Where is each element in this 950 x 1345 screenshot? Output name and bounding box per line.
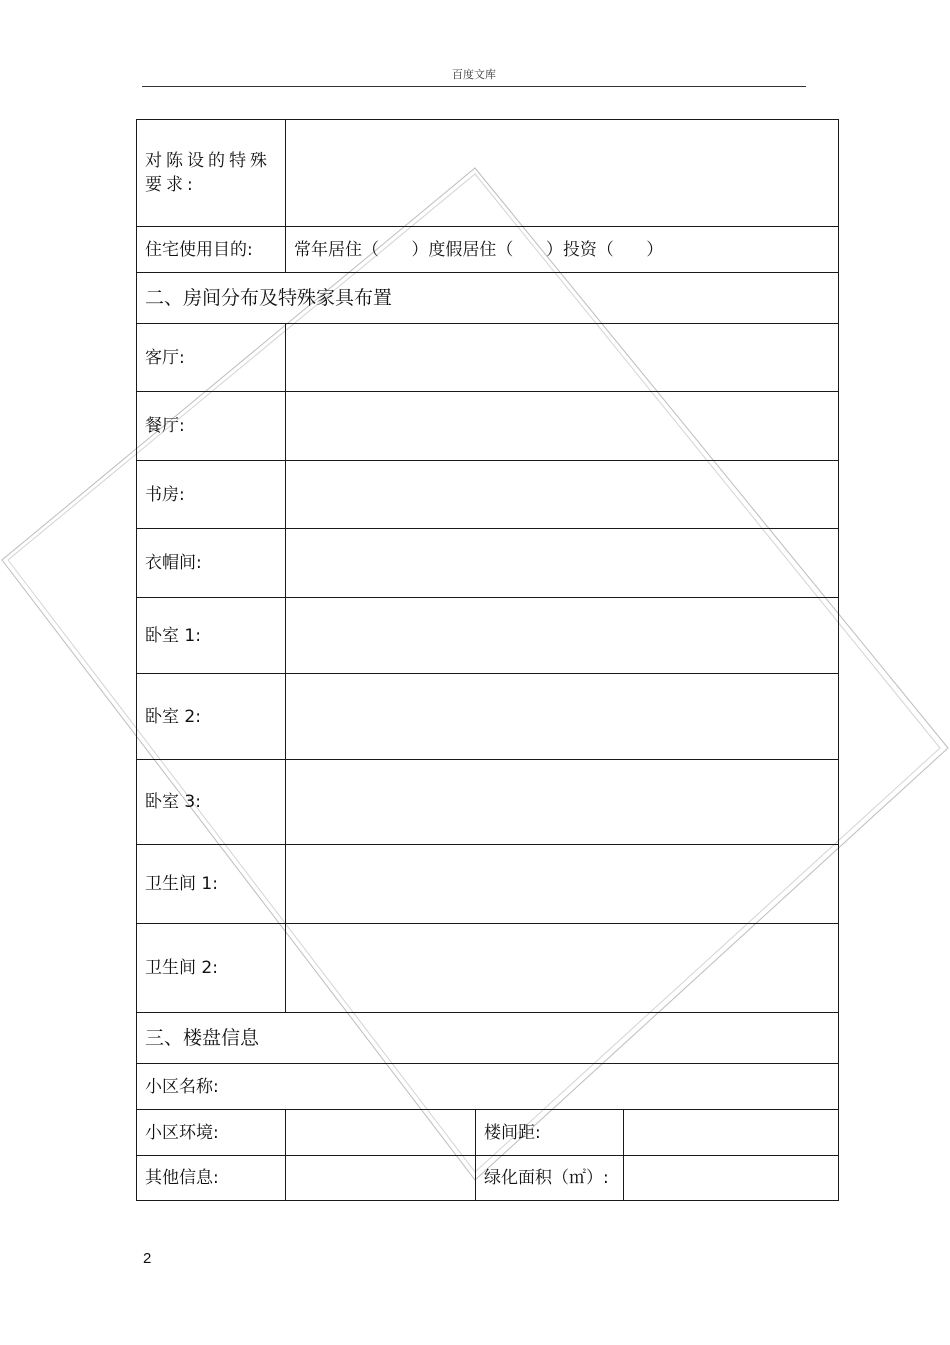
green-area-label: 绿化面积（㎡）: — [476, 1156, 624, 1201]
other-info-field[interactable] — [286, 1156, 476, 1201]
table-row — [137, 120, 839, 227]
usage-label: 住宅使用目的: — [137, 227, 286, 273]
room-field-dining[interactable] — [286, 392, 839, 461]
table-row — [137, 1064, 839, 1110]
table-row — [137, 1013, 839, 1064]
room-field-bedroom-3[interactable] — [286, 760, 839, 845]
environment-label: 小区环境: — [137, 1110, 286, 1156]
other-info-label: 其他信息: — [137, 1156, 286, 1201]
usage-options[interactable]: 常年居住（ ）度假居住（ ）投资（ ） — [286, 227, 839, 273]
room-label-bedroom-1: 卧室 1: — [137, 598, 286, 674]
page-header — [142, 64, 806, 87]
table-row — [137, 227, 839, 273]
table-row — [137, 324, 839, 392]
room-field-cloakroom[interactable] — [286, 529, 839, 598]
room-field-bedroom-1[interactable] — [286, 598, 839, 674]
room-field-bedroom-2[interactable] — [286, 674, 839, 760]
room-label-bedroom-2: 卧室 2: — [137, 674, 286, 760]
table-row — [137, 924, 839, 1013]
special-requirements-field[interactable] — [286, 120, 839, 227]
special-requirements-label-line2: 要求: — [145, 175, 197, 195]
header-title: 百度文库 — [452, 68, 496, 81]
room-field-living[interactable] — [286, 324, 839, 392]
table-row — [137, 1156, 839, 1201]
environment-field[interactable] — [286, 1110, 476, 1156]
table-row — [137, 598, 839, 674]
community-name-field[interactable]: 小区名称: — [137, 1064, 839, 1110]
building-distance-field[interactable] — [624, 1110, 839, 1156]
room-label-cloakroom: 衣帽间: — [137, 529, 286, 598]
room-label-study: 书房: — [137, 461, 286, 529]
special-requirements-label-line1: 对陈设的特殊 — [145, 151, 271, 171]
section-title-rooms: 二、房间分布及特殊家具布置 — [137, 273, 839, 324]
room-field-bathroom-1[interactable] — [286, 845, 839, 924]
room-label-bathroom-2: 卫生间 2: — [137, 924, 286, 1013]
table-row — [137, 273, 839, 324]
special-requirements-label — [137, 120, 286, 227]
green-area-field[interactable] — [624, 1156, 839, 1201]
table-row — [137, 392, 839, 461]
page-number: 2 — [143, 1250, 152, 1267]
table-row — [137, 845, 839, 924]
room-field-bathroom-2[interactable] — [286, 924, 839, 1013]
room-label-bedroom-3: 卧室 3: — [137, 760, 286, 845]
table-row — [137, 674, 839, 760]
client-requirements-table — [136, 119, 839, 1201]
table-row — [137, 1110, 839, 1156]
section-title-property: 三、楼盘信息 — [137, 1013, 839, 1064]
table-row — [137, 760, 839, 845]
room-label-bathroom-1: 卫生间 1: — [137, 845, 286, 924]
room-label-living: 客厅: — [137, 324, 286, 392]
room-label-dining: 餐厅: — [137, 392, 286, 461]
room-field-study[interactable] — [286, 461, 839, 529]
table-row — [137, 529, 839, 598]
building-distance-label: 楼间距: — [476, 1110, 624, 1156]
table-row — [137, 461, 839, 529]
